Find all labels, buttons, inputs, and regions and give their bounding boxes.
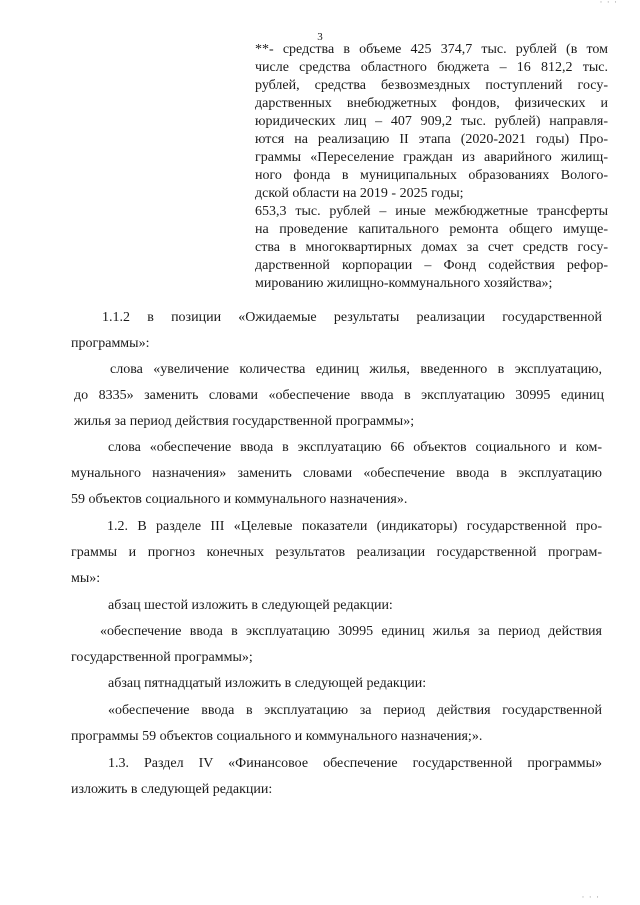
paragraph-abzac-6 [71, 597, 602, 615]
text-line: 1.2. В разделе III «Целевые показатели (индикаторы) государственной про- [107, 519, 602, 534]
text-line: числе средства областного бюджета – 16 812,2 тыс. [255, 60, 608, 75]
text-line: 653,3 тыс. рублей – иные межбюджетные трансферты [255, 204, 608, 219]
text-line: на проведение капитального ремонта общего имуще- [255, 222, 608, 237]
text-line: до 8335» заменить словами «обеспечение ввода в эксплуатацию 30995 единиц [74, 388, 604, 403]
text-line: «обеспечение ввода в эксплуатацию 30995 единиц жилья за период действия [100, 624, 602, 639]
page-number: 3 [317, 31, 323, 43]
document-body [71, 0, 602, 905]
paragraph-slova-2 [71, 439, 602, 509]
corner-scan-mark: · · · [581, 892, 600, 902]
text-line: 59 объектов социального и коммунального назначения». [71, 492, 408, 507]
text-line: слова «увеличение количества единиц жилья, введенного в эксплуатацию, [110, 362, 602, 377]
paragraph-1-3 [71, 755, 602, 799]
text-line: юридических лиц – 407 909,2 тыс. рублей) направля- [255, 114, 608, 129]
text-line: слова «обеспечение ввода в эксплуатацию 66 объектов социального и ком- [108, 440, 602, 455]
text-line: программы»: [71, 336, 150, 351]
text-line: ства в многоквартирных домах за счет средств госу- [255, 240, 608, 255]
text-line: абзац пятнадцатый изложить в следующей редакции: [108, 676, 427, 691]
paragraph-abzac-15 [71, 675, 602, 693]
text-line: государственной программы»; [71, 650, 253, 665]
text-line: 1.3. Раздел IV «Финансовое обеспечение государственной программы» [108, 756, 602, 771]
text-line: ются на реализацию II этапа (2020-2021 годы) Про- [255, 132, 608, 147]
text-line: дарственных внебюджетных фондов, физических и [255, 96, 608, 111]
text-line: программы 59 объектов социального и коммунального назначения;». [71, 729, 483, 744]
paragraph-slova-1 [71, 361, 602, 431]
text-line: «обеспечение ввода в эксплуатацию за период действия государственной [108, 703, 602, 718]
text-line: граммы «Переселение граждан из аварийного жилищ- [255, 150, 608, 165]
text-line: дской области на 2019 - 2025 годы; [255, 186, 464, 201]
text-line: граммы и прогноз конечных результатов реализации государственной програм- [71, 545, 602, 560]
text-line: мированию жилищно-коммунального хозяйства»; [255, 276, 553, 291]
text-line: дарственной корпорации – Фонд содействия рефор- [255, 258, 608, 273]
corner-scan-mark: · · · [599, 0, 618, 7]
paragraph-1-2 [71, 518, 602, 588]
paragraph-1-1-2 [71, 309, 602, 353]
text-line: рублей, средства безвозмездных поступлений госу- [255, 78, 608, 93]
text-line: изложить в следующей редакции: [71, 782, 273, 797]
paragraph-quote-2 [71, 702, 602, 746]
text-line: мы»: [71, 571, 101, 586]
paragraph-quote-1 [71, 623, 602, 667]
text-line: **- средства в объеме 425 374,7 тыс. рублей (в том [255, 42, 608, 57]
text-line: абзац шестой изложить в следующей редакции: [108, 598, 393, 613]
text-line: 1.1.2 в позиции «Ожидаемые результаты реализации государственной [102, 310, 602, 325]
text-line: мунального назначения» заменить словами «обеспечение ввода в эксплуатацию [71, 466, 602, 481]
text-line: ного фонда в муниципальных образованиях Волого- [255, 168, 608, 183]
text-line: жилья за период действия государственной программы»; [74, 414, 415, 429]
